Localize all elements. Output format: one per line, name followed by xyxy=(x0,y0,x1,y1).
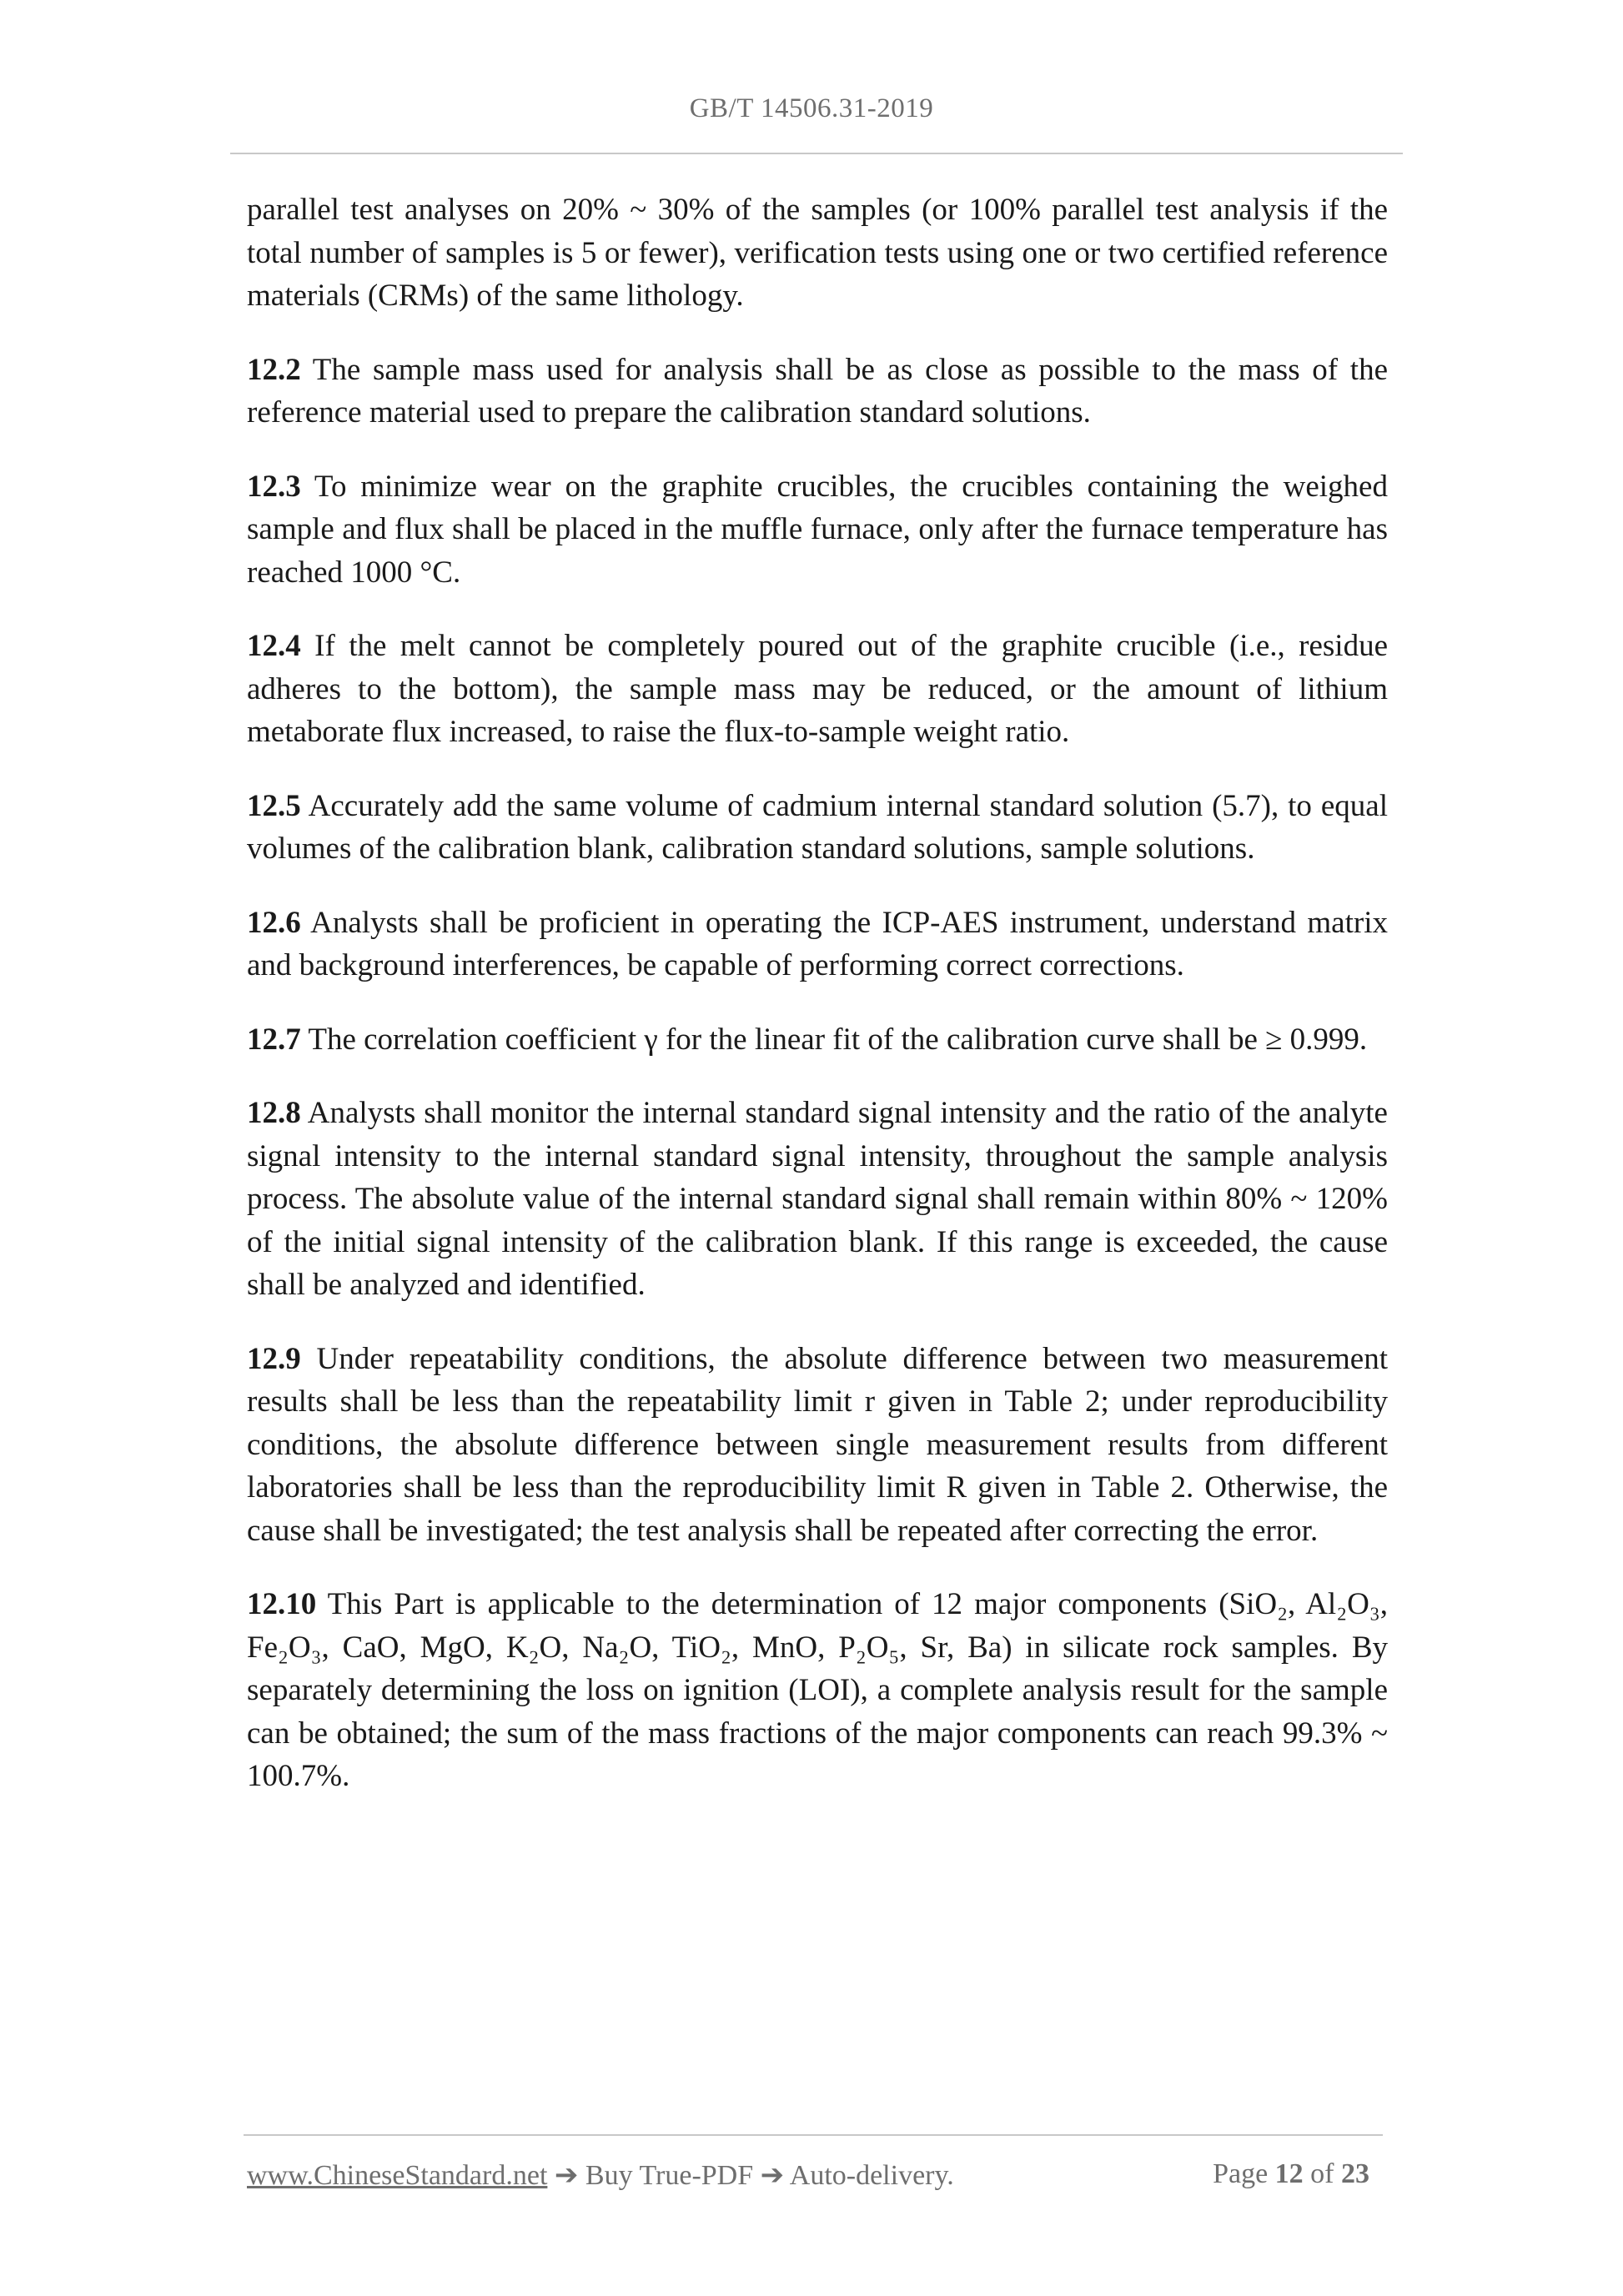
clause-number: 12.2 xyxy=(247,352,301,387)
intro-paragraph: parallel test analyses on 20% ~ 30% of the samples (or 100% parallel test analysis if the total number of samples is 5 or fewer), verification tests using one or two certified reference materials (CRMs) of the same lithology. xyxy=(247,193,1388,313)
clause-12-4 xyxy=(247,625,1388,754)
current-page-number: 12 xyxy=(1274,2158,1304,2189)
buy-text: Buy True-PDF xyxy=(585,2160,754,2191)
clause-12-7 xyxy=(247,1018,1388,1062)
clause-number: 12.9 xyxy=(247,1341,301,1376)
clause-text: Under repeatability conditions, the absolute difference between two measurement results shall be less than the repeatability limit r given in Table 2; under reproducibility conditions, the absolute difference between single measurement results from different laboratories shall be less than the reproducibility limit R given in Table 2. Otherwise, the cause shall be investigated; the test analysis shall be repeated after correcting the error. xyxy=(247,1341,1389,1548)
clause-text: Accurately add the same volume of cadmium internal standard solution (5.7), to equal volumes of the calibration blank, calibration standard solutions, sample solutions. xyxy=(247,788,1388,866)
clause-number: 12.3 xyxy=(247,469,301,504)
clause-text: Analysts shall monitor the internal standard signal intensity and the ratio of the analyte signal intensity to the internal standard signal intensity, throughout the sample analysis process. The absolute value of the internal standard signal shall remain within 80% ~ 120% of the initial signal intensity of the calibration blank. If this range is exceeded, the cause shall be analyzed and identified. xyxy=(247,1096,1388,1302)
clause-12-6 xyxy=(247,902,1388,987)
clause-number: 12.6 xyxy=(247,905,301,940)
clause-text: The correlation coefficient γ for the linear fit of the calibration curve shall be ≥ 0.999. xyxy=(308,1022,1368,1057)
delivery-text: Auto-delivery. xyxy=(789,2160,954,2191)
website-link[interactable]: www.ChineseStandard.net xyxy=(247,2160,548,2191)
clause-text-b: By separately determining the loss on ignition (LOI), a complete analysis result for the sample can be obtained; the sum of the mass fractions of the major components can reach 99.3% ~ 100.7%. xyxy=(247,1630,1388,1793)
clause-12-2 xyxy=(247,349,1388,435)
clause-number: 12.10 xyxy=(247,1587,317,1621)
clause-text: Analysts shall be proficient in operating the ICP-AES instrument, understand matrix and background interferences, be capable of performing correct corrections. xyxy=(247,905,1388,982)
total-pages-number: 23 xyxy=(1341,2158,1369,2189)
clause-number: 12.8 xyxy=(247,1096,301,1130)
clause-text-a: This Part is applicable to the determination of 12 major components (SiO₂, Al₂O₃, Fe₂O₃, CaO, MgO, K₂O, Na₂O, TiO₂, MnO, P₂O₅, Sr, Ba) in silicate rock samples. xyxy=(247,1587,1388,1665)
clause-12-5 xyxy=(247,785,1388,871)
page-indicator xyxy=(1213,2158,1369,2190)
clause-number: 12.7 xyxy=(247,1022,301,1057)
header-divider xyxy=(230,153,1403,154)
arrow-icon: ➔ xyxy=(554,2160,579,2191)
document-header: GB/T 14506.31-2019 xyxy=(689,93,934,123)
footer-divider xyxy=(244,2134,1383,2136)
clause-12-9 xyxy=(247,1338,1388,1553)
clause-number: 12.5 xyxy=(247,788,301,823)
clause-text: If the melt cannot be completely poured out of the graphite crucible (i.e., residue adheres to the bottom), the sample mass may be reduced, or the amount of lithium metaborate flux increased, to raise the flux-to-sample weight ratio. xyxy=(247,629,1389,749)
page-label: Page xyxy=(1213,2158,1269,2189)
arrow-icon: ➔ xyxy=(760,2160,785,2191)
footer-promo xyxy=(247,2158,954,2192)
clause-text: To minimize wear on the graphite crucibles, the crucibles containing the weighed sample and flux shall be placed in the muffle furnace, only after the furnace temperature has reached 1000 °C. xyxy=(247,469,1388,590)
of-label: of xyxy=(1310,2158,1334,2189)
page-body xyxy=(247,188,1388,1829)
clause-12-8 xyxy=(247,1092,1388,1307)
clause-number: 12.4 xyxy=(247,629,301,663)
clause-12-10 xyxy=(247,1583,1388,1798)
clause-text: The sample mass used for analysis shall be as close as possible to the mass of the reference material used to prepare the calibration standard solutions. xyxy=(247,352,1388,430)
clause-12-3 xyxy=(247,465,1388,595)
